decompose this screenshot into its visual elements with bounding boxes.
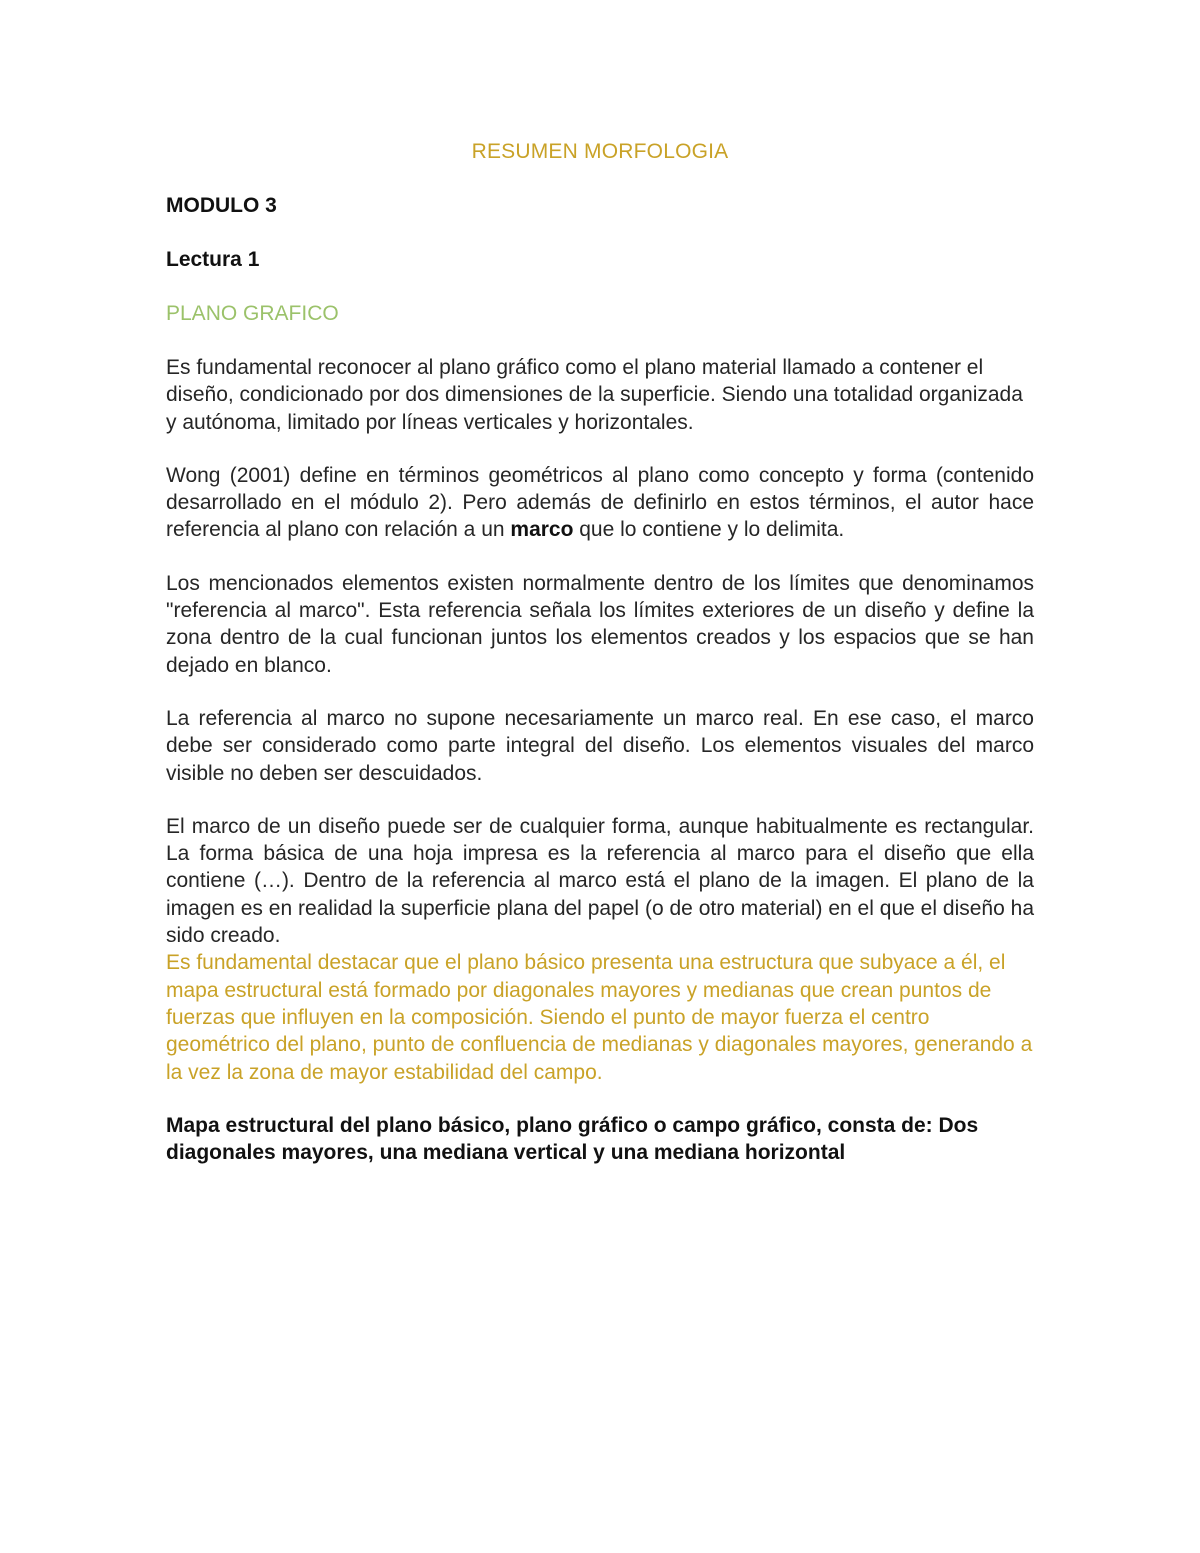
section-title: PLANO GRAFICO — [166, 302, 339, 325]
paragraph-2-text-start: Wong (2001) define en términos geométricos al plano como concepto y forma (contenido desarrollado en el módulo 2). Pero además de definirlo en estos términos, el autor hace referencia al plano con relación a un — [166, 463, 1034, 542]
paragraph-1: Es fundamental reconocer al plano gráfico como el plano material llamado a contener el diseño, condicionado por dos dimensiones de la superficie. Siendo una totalidad organizada y autónoma, limitado por líneas verticales y horizontales. — [166, 356, 1023, 434]
paragraph-5: El marco de un diseño puede ser de cualquier forma, aunque habitualmente es rectangular. La forma básica de una hoja impresa es la referencia al marco para el diseño que ella contiene (…). Dentro de la referencia al marco está el plano de la imagen. El plano de la imagen es en realidad la superficie plana del papel (o de otro material) en el que el diseño ha sido creado. — [166, 814, 1034, 948]
paragraph-7-bold: Mapa estructural del plano básico, plano gráfico o campo gráfico, consta de: Dos diagonales mayores, una mediana vertical y una mediana horizontal — [166, 1113, 979, 1165]
paragraph-6-highlight: Es fundamental destacar que el plano básico presenta una estructura que subyace a él, el mapa estructural está formado por diagonales mayores y medianas que crean puntos de fuerzas que influyen en la composición. Siendo el punto de mayor fuerza el centro geométrico del plano, punto de confluencia de medianas y diagonales mayores, generando a la vez la zona de mayor estabilidad del campo. — [166, 951, 1033, 1084]
module-heading: MODULO 3 — [166, 194, 277, 217]
paragraph-2-text-end: que lo contiene y lo delimita. — [573, 518, 845, 542]
paragraph-4: La referencia al marco no supone necesariamente un marco real. En ese caso, el marco debe ser considerado como parte integral del diseño. Los elementos visuales del marco visible no deben ser descuidados. — [166, 706, 1034, 785]
paragraph-2 — [166, 462, 1034, 544]
reading-heading: Lectura 1 — [166, 248, 260, 271]
document-title: RESUMEN MORFOLOGIA — [471, 140, 729, 163]
paragraph-3: Los mencionados elementos existen normalmente dentro de los límites que denominamos "referencia al marco". Esta referencia señala los límites exteriores de un diseño y define la zona dentro de la cual funcionan juntos los elementos creados y los espacios que se han dejado en blanco. — [166, 571, 1034, 677]
paragraph-2-bold-term: marco — [510, 518, 574, 542]
